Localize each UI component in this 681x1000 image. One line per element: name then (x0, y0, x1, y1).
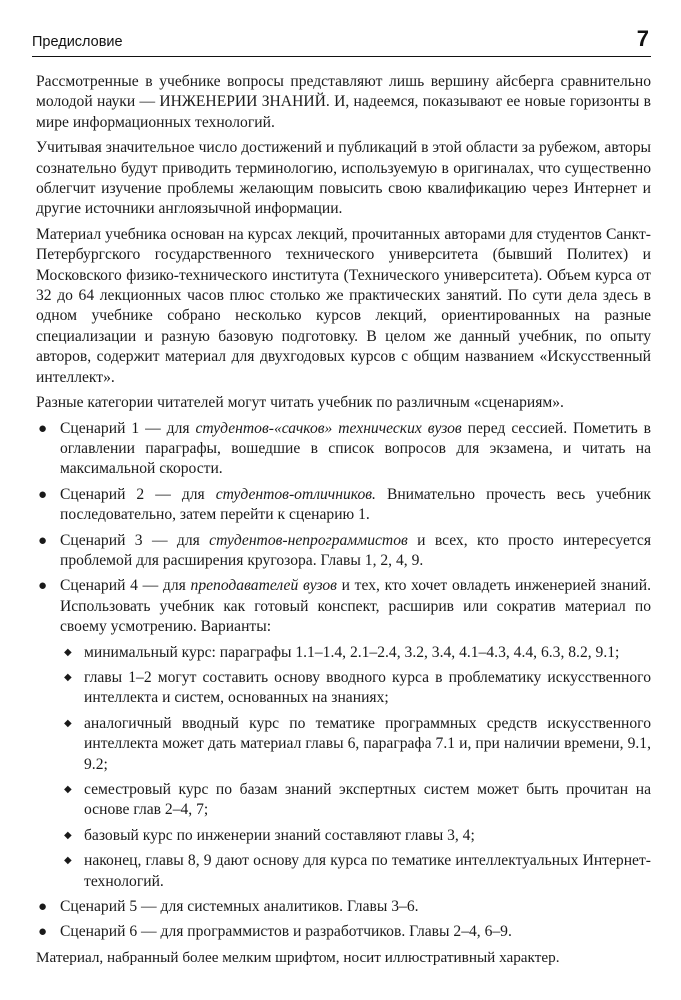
paragraph-scenarios-intro: Разные категории читателей могут читать учебник по различным «сценариям». (36, 394, 564, 412)
bullet-icon: ● (38, 486, 48, 503)
diamond-bullet-icon: ◆ (64, 646, 72, 658)
scenario-lead: Сценарий 2 — для (60, 485, 216, 503)
running-header (32, 28, 651, 57)
scenario-rest: Внимательно прочесть весь учебник последовательно, затем перейти к сценарию 1. (60, 485, 651, 524)
diamond-bullet-icon: ◆ (64, 784, 72, 795)
variant-item (60, 643, 651, 663)
chapter-title: Предисловие (32, 34, 123, 50)
page-body (36, 72, 651, 973)
page-number: 7 (636, 26, 649, 51)
variant-item (60, 780, 651, 821)
diamond-bullet-icon: ◆ (64, 855, 72, 867)
scenario-lead: Сценарий 4 — для (60, 577, 191, 595)
bullet-icon: ● (38, 578, 48, 595)
footnote-small-print: Материал, набранный более мелким шрифтом, носит иллюстративный характер. (36, 948, 560, 966)
scenario-emphasis: студентов-непрограммистов (209, 531, 408, 549)
variant-text: базовый курс по инженерии знаний составляют главы 3, 4; (84, 826, 475, 844)
diamond-bullet-icon: ◆ (64, 671, 72, 683)
variant-text: аналогичный вводный курс по тематике программных средств искусственного интеллекта может дать материал главы 6, параграфа 7.1 и, при наличии времени, 9.1, 9.2; (84, 714, 651, 773)
variant-item (60, 668, 651, 709)
variant-text: наконец, главы 8, 9 дают основу для курса по тематике интеллектуальных Интернет-технологий. (84, 852, 651, 890)
bullet-icon: ● (38, 420, 48, 437)
variant-list (60, 643, 651, 892)
scenario-rest: и тех, кто хочет овладеть инженерией знаний. Использовать учебник как готовый конспект, расширив или сократив материал по своему усмотрению. Варианты: (60, 577, 652, 636)
bullet-icon: ● (38, 532, 48, 549)
variant-item (60, 826, 651, 846)
scenario-item (36, 922, 651, 942)
scenario-emphasis: студентов-«сачков» технических вузов (195, 419, 462, 437)
bullet-icon: ● (38, 899, 48, 916)
paragraph-intro: Рассмотренные в учебнике вопросы представляют лишь вершину айсберга сравнительно молодой науки — ИНЖЕНЕРИИ ЗНАНИЙ. И, надеемся, показывают ее новые горизонты в мире информационных технологий. (36, 73, 651, 131)
scenario-item (36, 485, 651, 526)
scenario-emphasis: преподавателей вузов (190, 577, 337, 595)
scenario-emphasis: студентов-отличников. (215, 485, 376, 503)
scenario-rest: перед сессией. Пометить в оглавлении параграфы, вошедшие в список вопросов для экзамена, и читать на максимальной скорости. (60, 419, 651, 478)
scenario-item (36, 897, 651, 917)
scenario-lead: Сценарий 1 — для (60, 419, 196, 437)
variant-text: семестровый курс по базам знаний экспертных систем может быть прочитан на основе глав 2–4, 7; (84, 781, 651, 819)
scenario-item (36, 531, 651, 572)
scenario-rest: и всех, кто просто интересуется проблемой для расширения кругозора. Главы 1, 2, 4, 9. (60, 531, 652, 569)
scenario-item (36, 419, 651, 480)
variant-item (60, 851, 651, 892)
scenario-list (36, 419, 651, 943)
paragraph-course-basis: Материал учебника основан на курсах лекций, прочитанных авторами для студентов Санкт-Петербургского государственного технического университета (бывший Политех) и Московского физико-технического института (Технического университета). Объем курса от 32 до 64 лекционных часов плюс столько же практических занятий. По сути дела здесь в одном учебнике собрано несколько курсов лекций, ориентированных на разные специализации и разную базовую подготовку. В целом же данный учебник, по опыту авторов, содержит материал для двухгодовых курсов с общим названием «Искусственный интеллект». (36, 225, 651, 386)
diamond-bullet-icon: ◆ (64, 829, 72, 841)
diamond-bullet-icon: ◆ (64, 717, 72, 729)
scenario-item (36, 576, 651, 892)
paragraph-terminology: Учитывая значительное число достижений и публикаций в этой области за рубежом, авторы сознательно будут приводить терминологию, используемую в оригиналах, что существенно облегчит изучение проблемы желающим повысить свою квалификацию через Интернет и другие источники англоязычной информации. (36, 139, 651, 218)
bullet-icon: ● (38, 924, 48, 941)
scenario-lead: Сценарий 6 — для программистов и разработчиков. Главы 2–4, 6–9. (60, 923, 512, 941)
variant-item (60, 714, 651, 775)
scenario-lead: Сценарий 5 — для системных аналитиков. Главы 3–6. (60, 898, 419, 916)
variant-text: минимальный курс: параграфы 1.1–1.4, 2.1–2.4, 3.2, 3.4, 4.1–4.3, 4.4, 6.3, 8.2, 9.1; (84, 643, 620, 661)
variant-text: главы 1–2 могут составить основу вводного курса в проблематику искусственного интеллекта и систем, основанных на знаниях; (84, 668, 651, 707)
scenario-lead: Сценарий 3 — для (60, 531, 210, 549)
